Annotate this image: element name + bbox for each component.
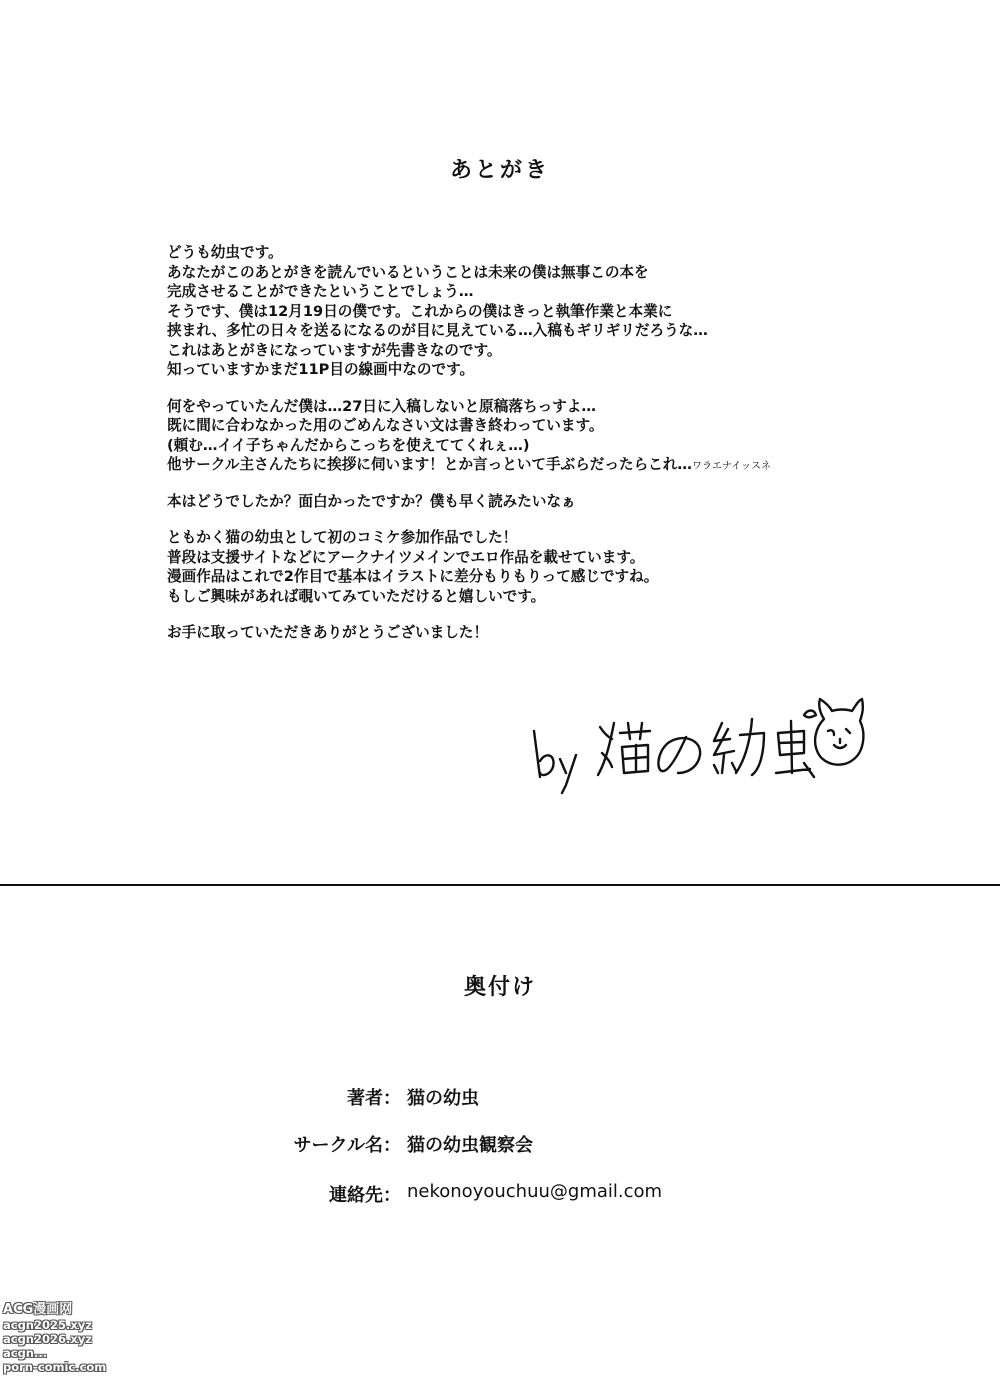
afterword-line [167,548,927,568]
afterword-line [167,341,927,361]
afterword-line [167,528,927,548]
watermark-line: acgn... [3,1346,48,1360]
afterword-line-text: これはあとがきになっていますが先書きなのです。 [167,341,502,359]
paragraph-gap [167,511,927,528]
afterword-line [167,436,927,456]
colophon-label: 連絡先 [329,1185,383,1206]
afterword-small-note: ワラエナイッスネ [691,461,772,472]
afterword-line [167,397,927,417]
afterword-line-text: 本はどうでしたか？面白かったですか？僕も早く読みたいなぁ [167,492,576,510]
colophon-separator: ： [383,1088,401,1109]
paragraph-gap [167,380,927,397]
afterword-line-text: 挟まれ、多忙の日々を送るになるのが目に見えている…入稿もギリギリだろうな… [167,322,708,339]
afterword-line-text: 完成させることができたということでしょう… [167,283,474,300]
colophon-row-circle [0,1131,1000,1161]
watermark-line: acgn2025.xyz [3,1318,92,1332]
colophon-title: 奥付け [463,975,536,1000]
colophon-label: サークル名 [293,1135,383,1156]
afterword-line-text: 既に間に合わなかった用のごめんなさい文は書き終わっています。 [167,417,604,434]
colophon-separator: ： [383,1135,401,1156]
afterword-line [167,587,927,607]
afterword-line-text: ともかく猫の幼虫として初のコミケ参加作品でした！ [167,529,518,546]
afterword-line-text: 普段は支援サイトなどにアークナイツメインでエロ作品を載せています。 [167,548,645,566]
afterword-line [167,282,927,302]
afterword-line-text: どうも幼虫です。 [167,244,283,261]
section-divider [0,884,1000,886]
afterword-line [167,455,927,475]
afterword-line [167,492,927,512]
afterword-title: あとがき [449,158,550,183]
colophon-value: 猫の幼虫観察会 [407,1135,533,1156]
paragraph-gap [167,606,927,623]
afterword-line-text: もしご興味があれば覗いてみていただけると嬉しいです。 [167,587,546,605]
watermark-line: ACG漫画网 [3,1302,73,1317]
afterword-line [167,302,927,322]
watermark [3,1301,135,1397]
colophon-value: 猫の幼虫 [407,1088,479,1109]
afterword-line-text: 何をやっていたんだ僕は…27日に入稿しないと原稿落ちっすよ… [167,397,596,415]
afterword-line [167,243,927,263]
afterword-line-text: 他サークル主さんたちに挨拶に伺います！とか言っといて手ぶらだったらこれ… [167,456,692,473]
afterword-line [167,263,927,283]
afterword-body [167,243,927,643]
watermark-line: porn-comic.com [3,1360,107,1374]
colophon-label: 著者 [347,1088,383,1109]
contact-email: nekonoyouchuu@gmail.com [407,1181,663,1202]
signature [528,693,868,803]
afterword-line-text: あなたがこのあとがきを読んでいるということは未来の僕は無事この本を [167,263,649,281]
paragraph-gap [167,475,927,492]
afterword-line-text: (頼む…イイ子ちゃんだからこっちを使えててくれぇ…) [167,436,530,454]
colophon-row-author [0,1084,1000,1114]
afterword-line-text: そうです、僕は12月19日の僕です。これからの僕はきっと執筆作業と本業に [167,302,673,320]
signature-drawing [528,693,868,803]
afterword-line [167,321,927,341]
watermark-line: acgn2026.xyz [3,1332,92,1346]
colophon-row-contact [0,1181,1000,1211]
afterword-line [167,623,927,643]
afterword-line-text: 知っていますかまだ11P目の線画中なのです。 [167,361,475,378]
afterword-line [167,360,927,380]
afterword-line [167,567,927,587]
afterword-line-text: 漫画作品はこれで2作目で基本はイラストに差分もりもりって感じですね。 [167,568,659,585]
colophon-separator: ： [383,1185,401,1206]
afterword-line-text: お手に取っていただきありがとうございました！ [167,624,489,641]
afterword-line [167,416,927,436]
